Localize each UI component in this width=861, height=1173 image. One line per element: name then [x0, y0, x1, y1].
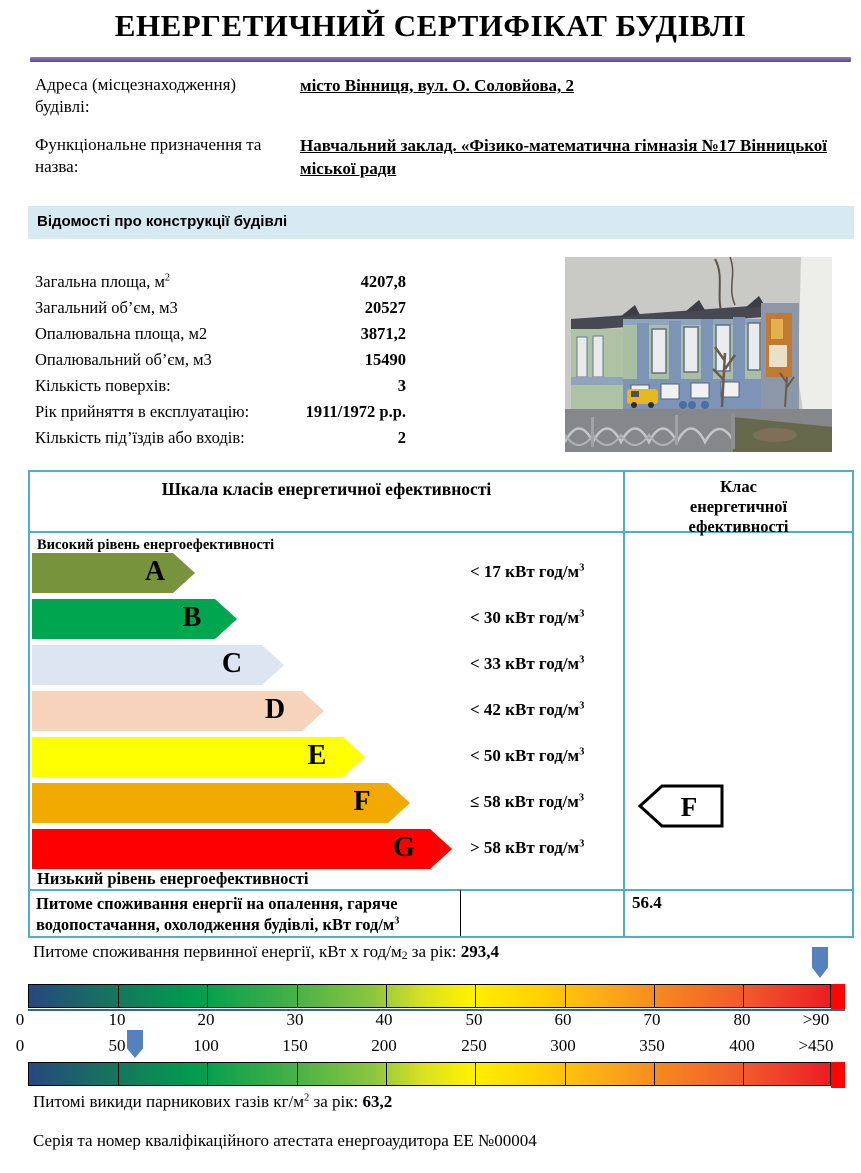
construction-section-header	[28, 206, 854, 239]
info-row-total-volume: Загальний об’єм, м3 20527	[35, 297, 406, 323]
energy-scale-bar-1	[28, 984, 831, 1008]
class-letter: G	[393, 832, 415, 863]
class-letter: F	[353, 786, 371, 817]
info-row-floors: Кількість поверхів: 3	[35, 375, 406, 401]
class-threshold: < 50 кВт год/$м^3$	[470, 746, 585, 765]
tick-label: 20	[197, 1010, 215, 1029]
auditor-certificate-line: Серія та номер кваліфікаційного атестата енергоаудитора ЕЕ №00004	[33, 1131, 537, 1150]
primary-energy-value: 293,4	[460, 942, 499, 961]
tick-label: 40	[375, 1010, 393, 1029]
info-row-year: Рік прийняття в експлуатацію: 1911/1972 р.р.	[35, 401, 406, 427]
scale-table-left-header: Шкала класів енергетичної ефективності	[30, 472, 623, 533]
tick-label: 350	[639, 1036, 665, 1055]
ghg-emissions-line: Питомі викиди парникових газів $кг/м^2$ за рік: 63,2	[33, 1092, 393, 1111]
class-letter: B	[182, 602, 202, 633]
primary-energy-line: Питоме споживання первинної енергії, кВт х год/$м_2$ за рік: 293,4	[33, 942, 499, 962]
info-row-heated-volume: Опалювальний об’єм, м3 15490	[35, 349, 406, 375]
tick-label: >450	[798, 1036, 834, 1055]
tick-label: 70	[643, 1010, 661, 1029]
result-class-letter: F	[680, 792, 698, 822]
class-threshold: < 17 кВт год/$м^3$	[470, 562, 585, 581]
tick-label: 0	[15, 1036, 25, 1055]
class-row-b	[32, 599, 621, 639]
consumption-empty-cell	[460, 889, 623, 936]
building-photo	[565, 257, 832, 452]
purpose-label: Функціональне призначення та назва:	[35, 135, 262, 176]
consumption-label-cell: Питоме споживання енергії на опалення, гаряче водопостачання, охолодження будівлі, кВт год/$м^3$	[30, 889, 460, 936]
result-class-pentagon	[637, 783, 725, 829]
class-row-a	[32, 553, 621, 593]
info-row-total-area: Загальна площа, $м^2$ 4207,8	[35, 271, 406, 297]
purpose-value: Навчальний заклад. «Фізико-математична гімназія №17 Вінницької міської ради	[300, 136, 827, 178]
construction-info-list	[35, 271, 406, 453]
class-row-f	[32, 783, 621, 823]
energy-scale-bar-2	[28, 1062, 831, 1086]
address-label: Адреса (місцезнаходження) будівлі:	[35, 75, 237, 116]
address-value: місто Вінниця, вул. О. Соловйова, 2	[300, 76, 575, 95]
class-threshold: ≤ 58 кВт год/$м^3$	[470, 792, 585, 811]
tick-label: 100	[193, 1036, 219, 1055]
tick-label: 30	[286, 1010, 304, 1029]
tick-label: 10	[108, 1010, 126, 1029]
result-class-cell	[623, 533, 852, 889]
info-value: 15490	[364, 350, 406, 369]
class-row-d	[32, 691, 621, 731]
info-value: 4207,8	[360, 272, 406, 291]
class-letter: A	[144, 556, 166, 587]
info-value: 3	[397, 376, 406, 395]
info-value: 20527	[364, 298, 406, 317]
tick-label: 150	[282, 1036, 308, 1055]
page-title: ЕНЕРГЕТИЧНИЙ СЕРТИФІКАТ БУДІВЛІ	[114, 8, 747, 43]
high-efficiency-label: Високий рівень енергоефективності	[37, 537, 275, 553]
info-value: 2	[397, 428, 406, 447]
tick-label: 60	[554, 1010, 572, 1029]
tick-label: 0	[15, 1010, 25, 1029]
tick-label: 50	[465, 1010, 483, 1029]
tick-label: 200	[371, 1036, 397, 1055]
class-threshold: < 42 кВт год/$м^3$	[470, 700, 585, 719]
class-threshold: < 30 кВт год/$м^3$	[470, 608, 585, 627]
class-letter: C	[221, 648, 243, 679]
tick-label: 300	[550, 1036, 576, 1055]
scale-body	[30, 533, 623, 889]
class-row-g	[32, 829, 621, 869]
scale1-red-end	[831, 984, 845, 1010]
tick-label: >90	[802, 1010, 830, 1029]
class-threshold: < 33 кВт год/$м^3$	[470, 654, 585, 673]
tick-label: 80	[733, 1010, 751, 1029]
primary-energy-pointer-icon	[812, 947, 828, 978]
class-letter: E	[307, 740, 327, 771]
info-row-entrances: Кількість під’їздів або входів: 2	[35, 427, 406, 453]
class-row-e	[32, 737, 621, 777]
info-value: 1911/1972 р.р.	[305, 402, 406, 421]
info-row-heated-area: Опалювальна площа, м2 3871,2	[35, 323, 406, 349]
title-divider	[30, 57, 851, 62]
low-efficiency-label: Низький рівень енергоефективності	[37, 869, 309, 888]
ghg-value: 63,2	[362, 1092, 393, 1111]
class-row-c	[32, 645, 621, 685]
scale2-red-end	[831, 1062, 845, 1088]
tick-label: 250	[461, 1036, 487, 1055]
scale-table-right-header: Клас енергетичної ефективності	[623, 472, 852, 533]
scale1-tick-labels	[0, 1010, 861, 1030]
tick-label: 400	[729, 1036, 755, 1055]
info-value: 3871,2	[360, 324, 406, 343]
energy-scale-table	[28, 470, 854, 938]
construction-section-title: Відомості про конструкції будівлі	[37, 213, 288, 230]
class-letter: D	[264, 694, 286, 725]
tick-label: 50	[108, 1036, 126, 1055]
consumption-value-cell: 56.4	[623, 889, 852, 936]
class-threshold: > 58 кВт год/$м^3$	[470, 838, 585, 857]
